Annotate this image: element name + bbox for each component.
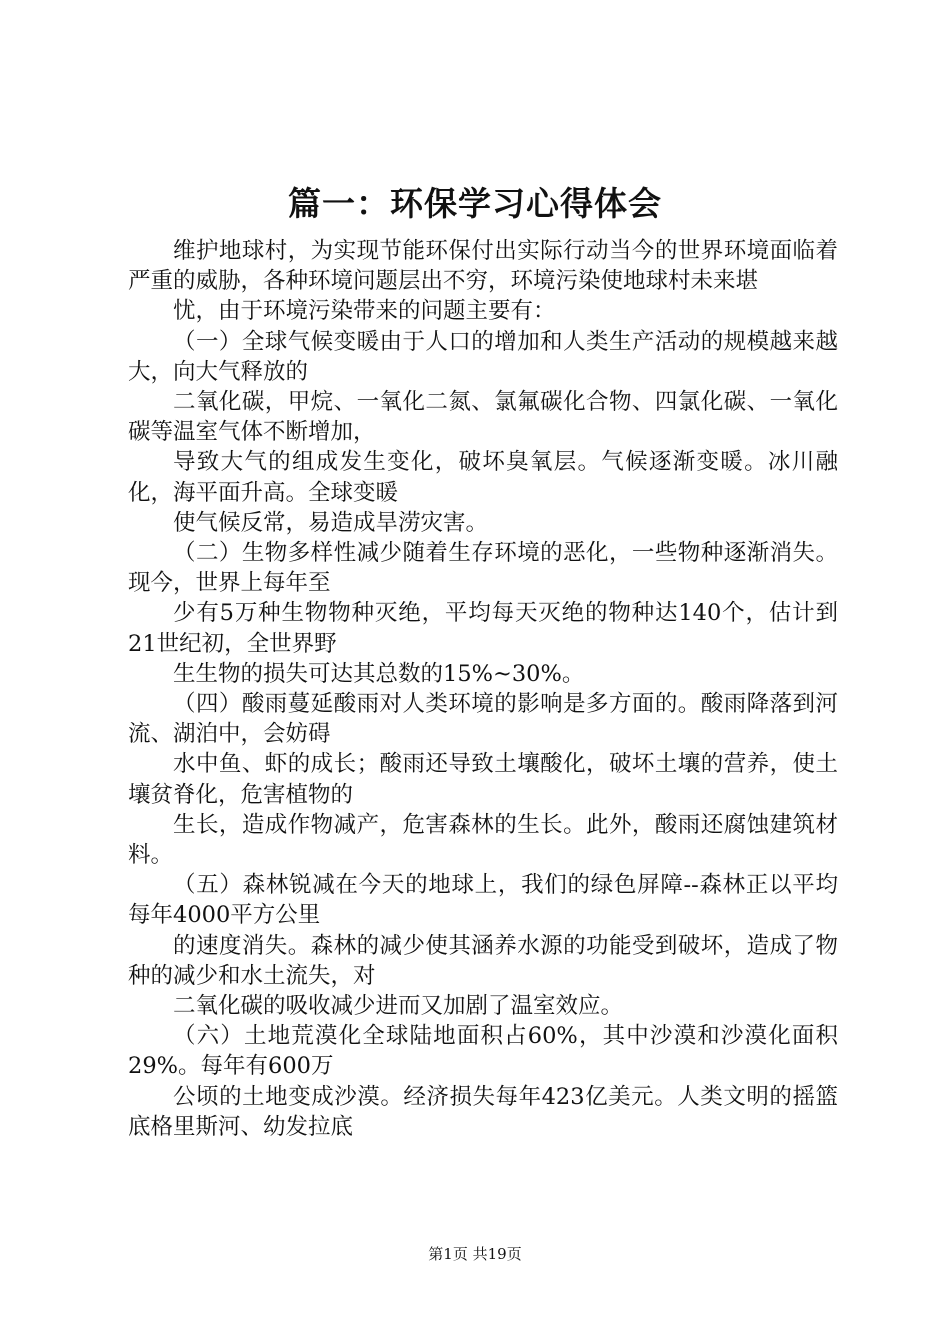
paragraph: （四）酸雨蔓延酸雨对人类环境的影响是多方面的。酸雨降落到河流、湖泊中，会妨碍 xyxy=(128,691,838,748)
paragraph: 二氧化碳的吸收减少进而又加剧了温室效应。 xyxy=(173,993,624,1020)
document-body xyxy=(128,236,838,1142)
paragraph: （二）生物多样性减少随着生存环境的恶化，一些物种逐渐消失。现今，世界上每年至 xyxy=(128,540,838,597)
paragraph: 使气候反常，易造成旱涝灾害。 xyxy=(173,509,489,536)
paragraph: 公顷的土地变成沙漠。经济损失每年423亿美元。人类文明的摇篮底格里斯河、幼发拉底 xyxy=(128,1083,838,1140)
paragraph: （五）森林锐减在今天的地球上，我们的绿色屏障--森林正以平均每年4000平方公里 xyxy=(128,872,838,929)
paragraph: （六）土地荒漠化全球陆地面积占60%，其中沙漠和沙漠化面积29%。每年有600万 xyxy=(128,1023,838,1080)
paragraph: 生长，造成作物减产，危害森林的生长。此外，酸雨还腐蚀建筑材料。 xyxy=(128,811,838,869)
paragraph: （一）全球气候变暖由于人口的增加和人类生产活动的规模越来越大，向大气释放的 xyxy=(128,328,838,385)
paragraph: 的速度消失。森林的减少使其涵养水源的功能受到破坏，造成了物种的减少和水土流失，对 xyxy=(128,932,838,989)
page-title: 篇一：环保学习心得体会 xyxy=(288,184,662,223)
paragraph: 生生物的损失可达其总数的15%~30%。 xyxy=(173,660,585,687)
paragraph: 忧，由于环境污染带来的问题主要有： xyxy=(173,298,556,325)
paragraph: 二氧化碳，甲烷、一氧化二氮、氯氟碳化合物、四氯化碳、一氧化碳等温室气体不断增加， xyxy=(128,389,838,446)
paragraph: 少有5万种生物物种灭绝，平均每天灭绝的物种达140个，估计到21世纪初，全世界野 xyxy=(128,600,838,657)
page-footer: 第1页 共19页 xyxy=(428,1245,522,1263)
paragraph: 水中鱼、虾的成长；酸雨还导致土壤酸化，破坏土壤的营养，使土壤贫脊化，危害植物的 xyxy=(128,751,838,808)
paragraph: 维护地球村，为实现节能环保付出实际行动当今的世界环境面临着严重的威胁，各种环境问题层出不穷，环境污染使地球村未来堪 xyxy=(128,238,838,295)
paragraph: 导致大气的组成发生变化，破坏臭氧层。气候逐渐变暖。冰川融化，海平面升高。全球变暖 xyxy=(128,449,838,506)
